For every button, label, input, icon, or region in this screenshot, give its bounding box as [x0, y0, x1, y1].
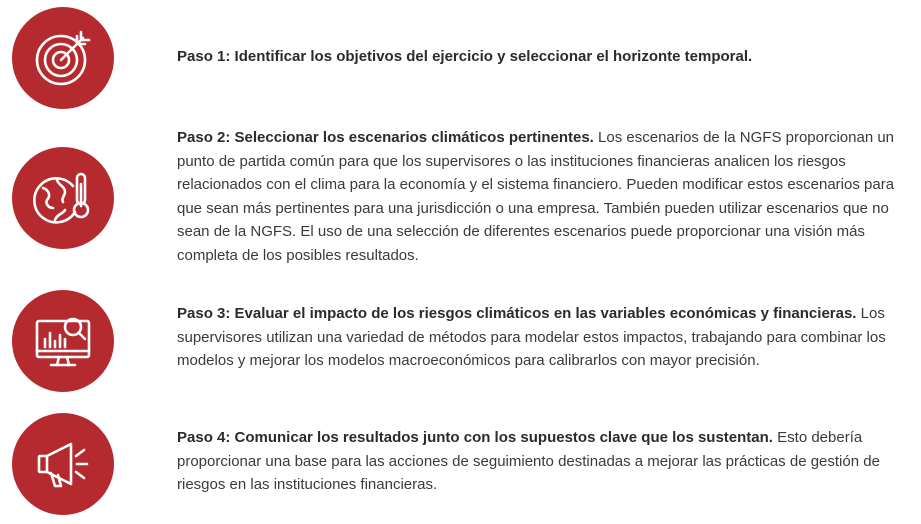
step-2-text [177, 126, 907, 267]
step-3-title: Paso 3: Evaluar el impacto de los riesgos climáticos en las variables económicas y financieras. [177, 305, 857, 322]
step-2-title: Paso 2: Seleccionar los escenarios climáticos pertinentes. [177, 129, 594, 146]
step-3-icon-circle [12, 290, 114, 392]
step-1-title: Paso 1: Identificar los objetivos del ejercicio y seleccionar el horizonte temporal. [177, 48, 753, 65]
step-3-text [177, 302, 907, 373]
step-2-icon-circle [12, 147, 114, 249]
step-4-title: Paso 4: Comunicar los resultados junto con los supuestos clave que los sustentan. [177, 429, 773, 446]
step-4-body: Esto debería proporcionar una base para las acciones de seguimiento destinadas a mejorar las prácticas de gestión de riesgos en las instituciones financieras. [177, 429, 880, 493]
megaphone-icon [31, 432, 95, 496]
monitor-chart-icon [31, 309, 95, 373]
globe-thermometer-icon [31, 166, 95, 230]
step-1-icon-circle [12, 7, 114, 109]
target-icon [31, 26, 95, 90]
step-3-body: Los supervisores utilizan una variedad de métodos para modelar estos impactos, trabajando para combinar los modelos y mejorar los modelos macroeconómicos para calibrarlos con mayor precisión. [177, 305, 886, 369]
step-1-text [177, 45, 907, 69]
step-4-icon-circle [12, 413, 114, 515]
step-4-text [177, 426, 907, 497]
step-2-body: Los escenarios de la NGFS proporcionan un punto de partida común para que los supervisores o las instituciones financieras analicen los riesgos relacionados con el clima para la economía y el sistema financiero. Pueden modificar estos escenarios para que sean más pertinentes para una jurisdicción o una empresa. También pueden utilizar escenarios que no sean de la NGFS. El uso de una selección de diferentes escenarios puede proporcionar una visión más completa de los posibles resultados. [177, 129, 895, 264]
